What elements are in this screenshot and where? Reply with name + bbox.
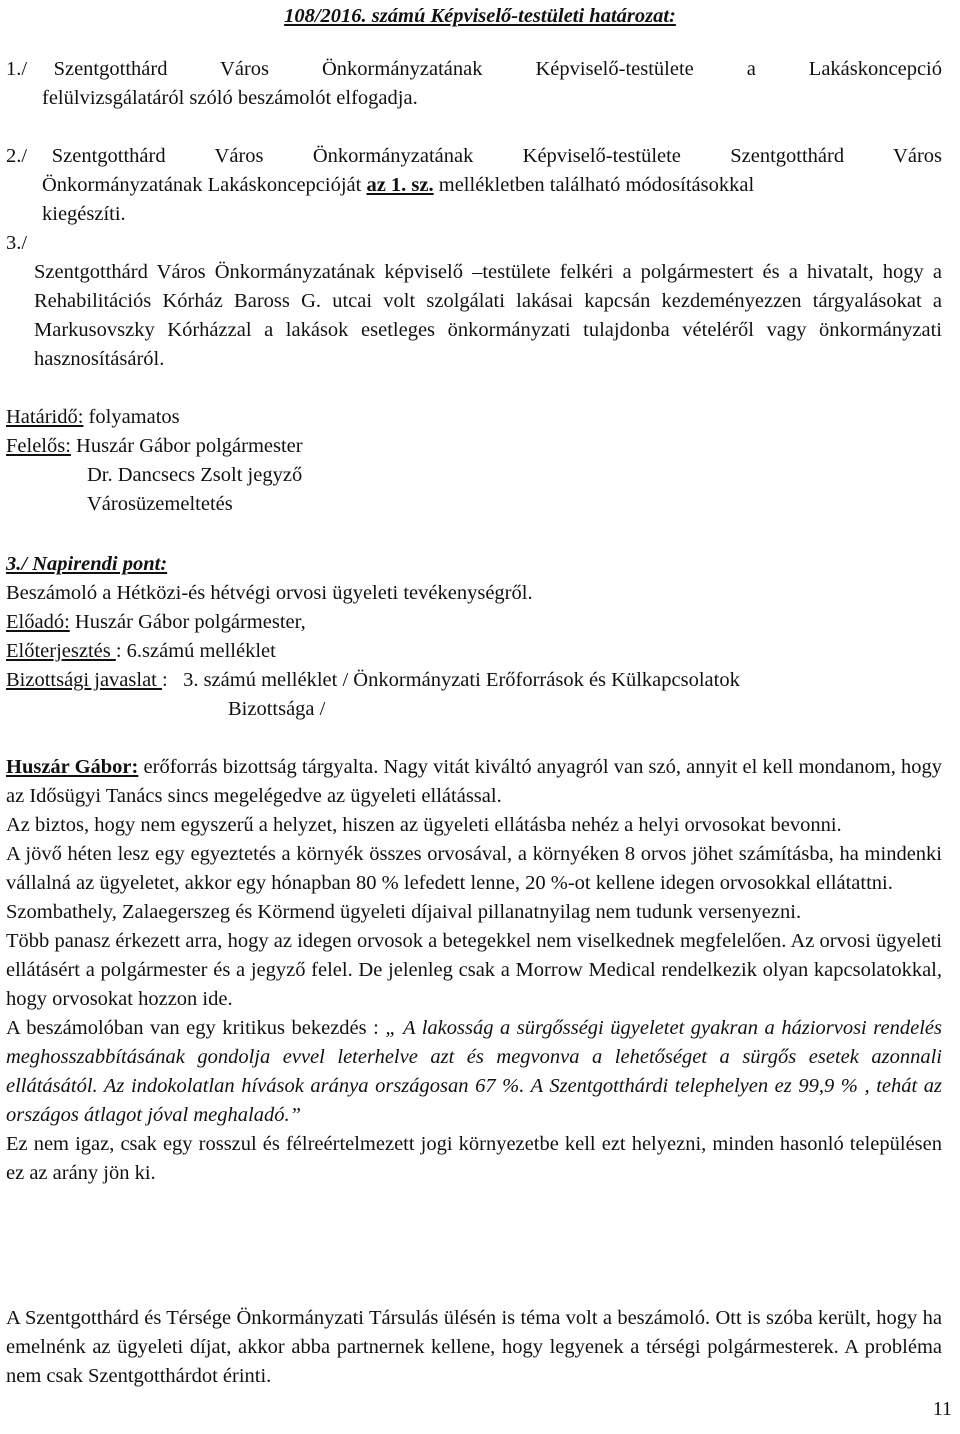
resolution-title: 108/2016. számú Képviselő-testületi határozat: bbox=[284, 5, 676, 27]
item-text: Szentgotthárd Város Önkormányzatának Képviselő-testülete a Lakáskoncepció bbox=[53, 58, 943, 80]
speech-paragraph: Az biztos, hogy nem egyszerű a helyzet, hiszen az ügyeleti ellátásba nehéz a helyi orvosokat bevonni. bbox=[6, 814, 842, 836]
committee-value-2: Bizottsága / bbox=[228, 698, 326, 720]
quoted-paragraph: „ A lakosság a sürgősségi ügyeletet gyakran a háziorvosi rendelés meghosszabbításának gondolja evvel leterhelve azt és megvonva a lehetőséget a sürgős esetek azonnali ellátásától. Az indokolatlan hívások aránya országosan 67 %. A Szentgotthárdi telephelyen ez 99,9 % , tehát az országos átlagot jóval meghaladó.” bbox=[6, 1017, 942, 1126]
speech-paragraph: A jövő héten lesz egy egyeztetés a környék összes orvosával, a környéken 8 orvos jöhet számításba, ha mindenki vállalná az ügyeletet, akkor egy hónapban 80 % lefedett lenne, 20 %-ot kellene idegen orvosokkal ellátattni. bbox=[6, 843, 942, 894]
agenda-title: Beszámoló a Hétközi-és hétvégi orvosi ügyeleti tevékenységről. bbox=[6, 582, 533, 604]
item-number: 1./ bbox=[6, 58, 28, 80]
committee-label: Bizottsági javaslat bbox=[6, 669, 162, 691]
responsible-label: Felelős: bbox=[6, 435, 71, 457]
submission-label: Előterjesztés bbox=[6, 640, 116, 662]
speech-paragraph: Ez nem igaz, csak egy rosszul és félreértelmezett jogi környezetbe kell ezt helyezni, minden hasonló településen ez az arány jön ki. bbox=[6, 1133, 942, 1184]
page-number: 11 bbox=[932, 1398, 952, 1420]
deadline-label: Határidő: bbox=[6, 406, 84, 428]
speech-block bbox=[6, 753, 942, 1188]
responsible-3: Városüzemeltetés bbox=[87, 493, 233, 515]
resolution-item-3 bbox=[6, 229, 942, 374]
resolution-item-2: 2./ Szentgotthárd Város Önkormányzatának Képviselő-testülete Szentgotthárd Város Önkormányzatának Lakáskoncepcióját az 1. sz. mellékletben található módosításokkal kiegészíti. bbox=[6, 145, 942, 225]
quote-intro: A beszámolóban van egy kritikus bekezdés : bbox=[6, 1017, 386, 1039]
speech-paragraph: erőforrás bizottság tárgyalta. Nagy vitát kiváltó anyagról van szó, annyit el kell mondanom, hogy az Idősügyi Tanács sincs megelégedve az ügyeleti ellátással. bbox=[6, 756, 942, 807]
item-number: 2./ bbox=[6, 145, 28, 167]
speaker-name: Huszár Gábor: bbox=[6, 756, 139, 778]
deadline-value: folyamatos bbox=[83, 406, 180, 428]
resolution-item-1: 1./ Szentgotthárd Város Önkormányzatának Képviselő-testülete a Lakáskoncepció felülvizsgálatáról szóló beszámolót elfogadja. bbox=[6, 58, 943, 109]
attachment-reference-link[interactable]: az 1. sz. bbox=[366, 174, 434, 196]
agenda-heading: 3./ Napirendi pont: bbox=[6, 553, 168, 575]
item-text: Szentgotthárd Város Önkormányzatának képviselő –testülete felkéri a polgármestert és a hivatalt, hogy a Rehabilitációs Kórház Baross G. utcai volt szolgálati lakásai kapcsán kezdeményezzen tárgyalásokat a Markusovszky Kórházzal a lakások esetleges önkormányzati tulajdonba vételéről vagy önkormányzati hasznosításáról. bbox=[34, 261, 942, 370]
agenda-item bbox=[6, 550, 942, 724]
presenter-label: Előadó: bbox=[6, 611, 70, 633]
responsible-2: Dr. Dancsecs Zsolt jegyző bbox=[87, 464, 303, 486]
final-paragraph: A Szentgotthárd és Térsége Önkormányzati Társulás ülésén is téma volt a beszámoló. Ott is szóba került, hogy ha emelnénk az ügyeleti díjat, akkor abba partnernek kellene, hogy legyenek a térségi polgármesterek. A probléma nem csak Szentgotthárdot érinti. bbox=[6, 1307, 942, 1387]
speech-paragraph: Szombathely, Zalaegerszeg és Körmend ügyeleti díjaival pillanatnyilag nem tudunk versenyezni. bbox=[6, 901, 802, 923]
submission-value: : 6.számú melléklet bbox=[115, 640, 276, 662]
speech-paragraph: Több panasz érkezett arra, hogy az idegen orvosok a betegekkel nem viselkednek megfelelően. Az orvosi ügyeleti ellátásért a polgármester és a jegyző felel. De jelenleg csak a Morrow Medical rendelkezik olyan kapcsolatokkal, hogy orvosokat hozzon ide. bbox=[6, 930, 942, 1010]
responsible-value: Huszár Gábor polgármester bbox=[70, 435, 303, 457]
presenter-value: Huszár Gábor polgármester, bbox=[69, 611, 306, 633]
item-number: 3./ bbox=[6, 232, 28, 254]
deadline-block bbox=[6, 403, 942, 519]
committee-value: : 3. számú melléklet / Önkormányzati Erőforrások és Külkapcsolatok bbox=[162, 669, 740, 691]
